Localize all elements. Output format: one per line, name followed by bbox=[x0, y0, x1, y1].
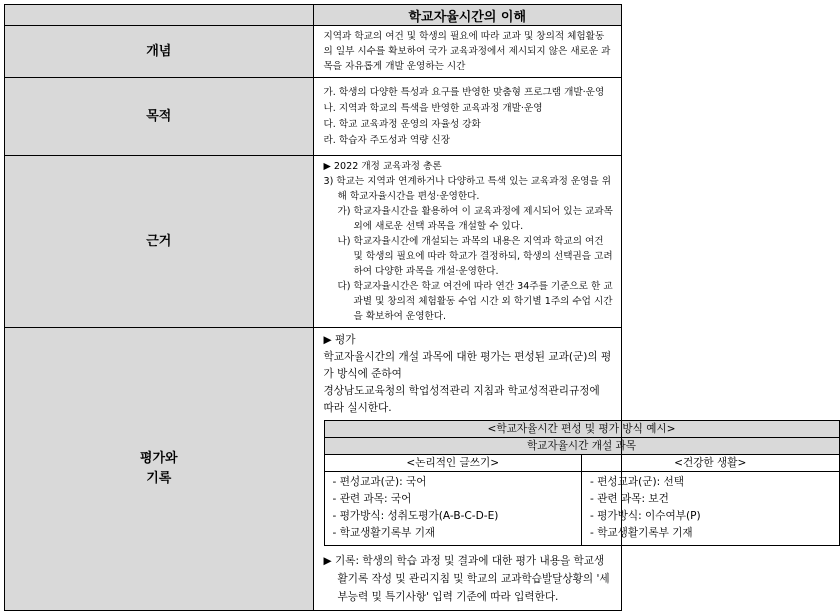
table-title: 학교자율시간의 이해 bbox=[313, 5, 622, 26]
basis-row bbox=[5, 156, 622, 328]
basis-label: 근거 bbox=[5, 156, 314, 328]
list-item: - 학교생활기록부 기재 bbox=[590, 527, 693, 539]
corner-cell bbox=[5, 5, 314, 26]
evaluation-label-line: 평가와 bbox=[139, 451, 178, 466]
concept-cell bbox=[313, 26, 622, 78]
basis-subitem: 나) 학교자율시간에 개설되는 과목의 내용은 지역과 학교의 여건 및 학생의 필요에 따라 학교가 결정하되, 학생의 선택권을 고려하여 다양한 과목을 개설·운영한다. bbox=[337, 236, 613, 277]
list-item: - 편성교과(군): 선택 bbox=[590, 476, 685, 488]
record-text: ▶ 기록: 학생의 학습 과정 및 결과에 대한 평가 내용을 학교생활기록 작성 및 관리지침 및 학교의 교과학습발달상황의 '세부능력 및 특기사항' 입력 기준에 따라 입력한다. bbox=[323, 555, 610, 603]
title-row bbox=[5, 5, 622, 26]
example-subtitle-row bbox=[324, 438, 839, 455]
evaluation-row bbox=[5, 328, 622, 611]
basis-subitem: 다) 학교자율시간은 학교 여건에 따라 연간 34주를 기준으로 한 교과별 및 창의적 체험활동 수업 시간 외 학기별 1주의 수업 시간을 확보하여 운영한다. bbox=[337, 281, 613, 322]
basis-main: 3) 학교는 지역과 연계하거나 다양하고 특색 있는 교육과정 운영을 위해 학교자율시간을 편성·운영한다. bbox=[323, 176, 612, 202]
list-item: - 관련 과목: 국어 bbox=[332, 493, 412, 505]
concept-label: 개념 bbox=[5, 26, 314, 78]
evaluation-intro-line: 경상남도교육청의 학업성적관리 지침과 학교성적관리규정에 따라 실시한다. bbox=[323, 385, 600, 414]
list-item: - 관련 과목: 보건 bbox=[590, 493, 669, 505]
purpose-label: 목적 bbox=[5, 78, 314, 156]
example-table bbox=[324, 420, 840, 546]
evaluation-intro-line: 학교자율시간의 개설 과목에 대한 평가는 편성된 교과(군)의 평가 방식에 준하여 bbox=[323, 351, 612, 380]
basis-heading: ▶ 2022 개정 교육과정 총론 bbox=[323, 161, 442, 172]
purpose-list bbox=[314, 82, 622, 152]
example-column-header-row bbox=[324, 455, 839, 472]
evaluation-label-line: 기록 bbox=[146, 471, 172, 486]
school-autonomy-table bbox=[4, 4, 747, 611]
list-item: - 평가방식: 이수여부(P) bbox=[590, 510, 701, 522]
evaluation-cell bbox=[313, 328, 747, 611]
example-column-list bbox=[582, 472, 840, 546]
basis-cell bbox=[313, 156, 622, 328]
concept-row bbox=[5, 26, 622, 78]
example-column-name: <건강한 생활> bbox=[582, 455, 840, 472]
purpose-item: 가. 학생의 다양한 특성과 요구를 반영한 맞춤형 프로그램 개발·운영 bbox=[323, 86, 605, 98]
list-item: - 편성교과(군): 국어 bbox=[332, 476, 427, 488]
list-item: - 학교생활기록부 기재 bbox=[332, 527, 436, 539]
example-subtitle: 학교자율시간 개설 과목 bbox=[324, 438, 839, 455]
basis-content bbox=[314, 156, 622, 327]
purpose-row bbox=[5, 78, 622, 156]
basis-subitem: 가) 학교자율시간을 활용하여 이 교육과정에 제시되어 있는 교과목 외에 새로운 선택 과목을 개설할 수 있다. bbox=[337, 206, 613, 232]
purpose-item: 다. 학교 교육과정 운영의 자율성 강화 bbox=[323, 118, 481, 130]
example-title-row bbox=[324, 421, 839, 438]
evaluation-content bbox=[314, 328, 747, 610]
concept-text: 지역과 학교의 여건 및 학생의 필요에 따라 교과 및 창의적 체험활동의 일부 시수를 확보하여 국가 교육과정에서 제시되지 않은 새로운 과목을 자유롭게 개발 운영하는 시간 bbox=[323, 31, 611, 72]
evaluation-label bbox=[5, 328, 314, 611]
example-detail-row bbox=[324, 472, 839, 546]
list-item: - 평가방식: 성취도평가(A-B-C-D-E) bbox=[332, 510, 499, 522]
evaluation-heading: ▶ 평가 bbox=[323, 334, 356, 346]
purpose-item: 라. 학습자 주도성과 역량 신장 bbox=[323, 134, 450, 146]
purpose-item: 나. 지역과 학교의 특색을 반영한 교육과정 개발·운영 bbox=[323, 102, 543, 114]
purpose-cell bbox=[313, 78, 622, 156]
example-column-list bbox=[324, 472, 582, 546]
example-column-name: <논리적인 글쓰기> bbox=[324, 455, 582, 472]
example-title: <학교자율시간 편성 및 평가 방식 예시> bbox=[324, 421, 839, 438]
